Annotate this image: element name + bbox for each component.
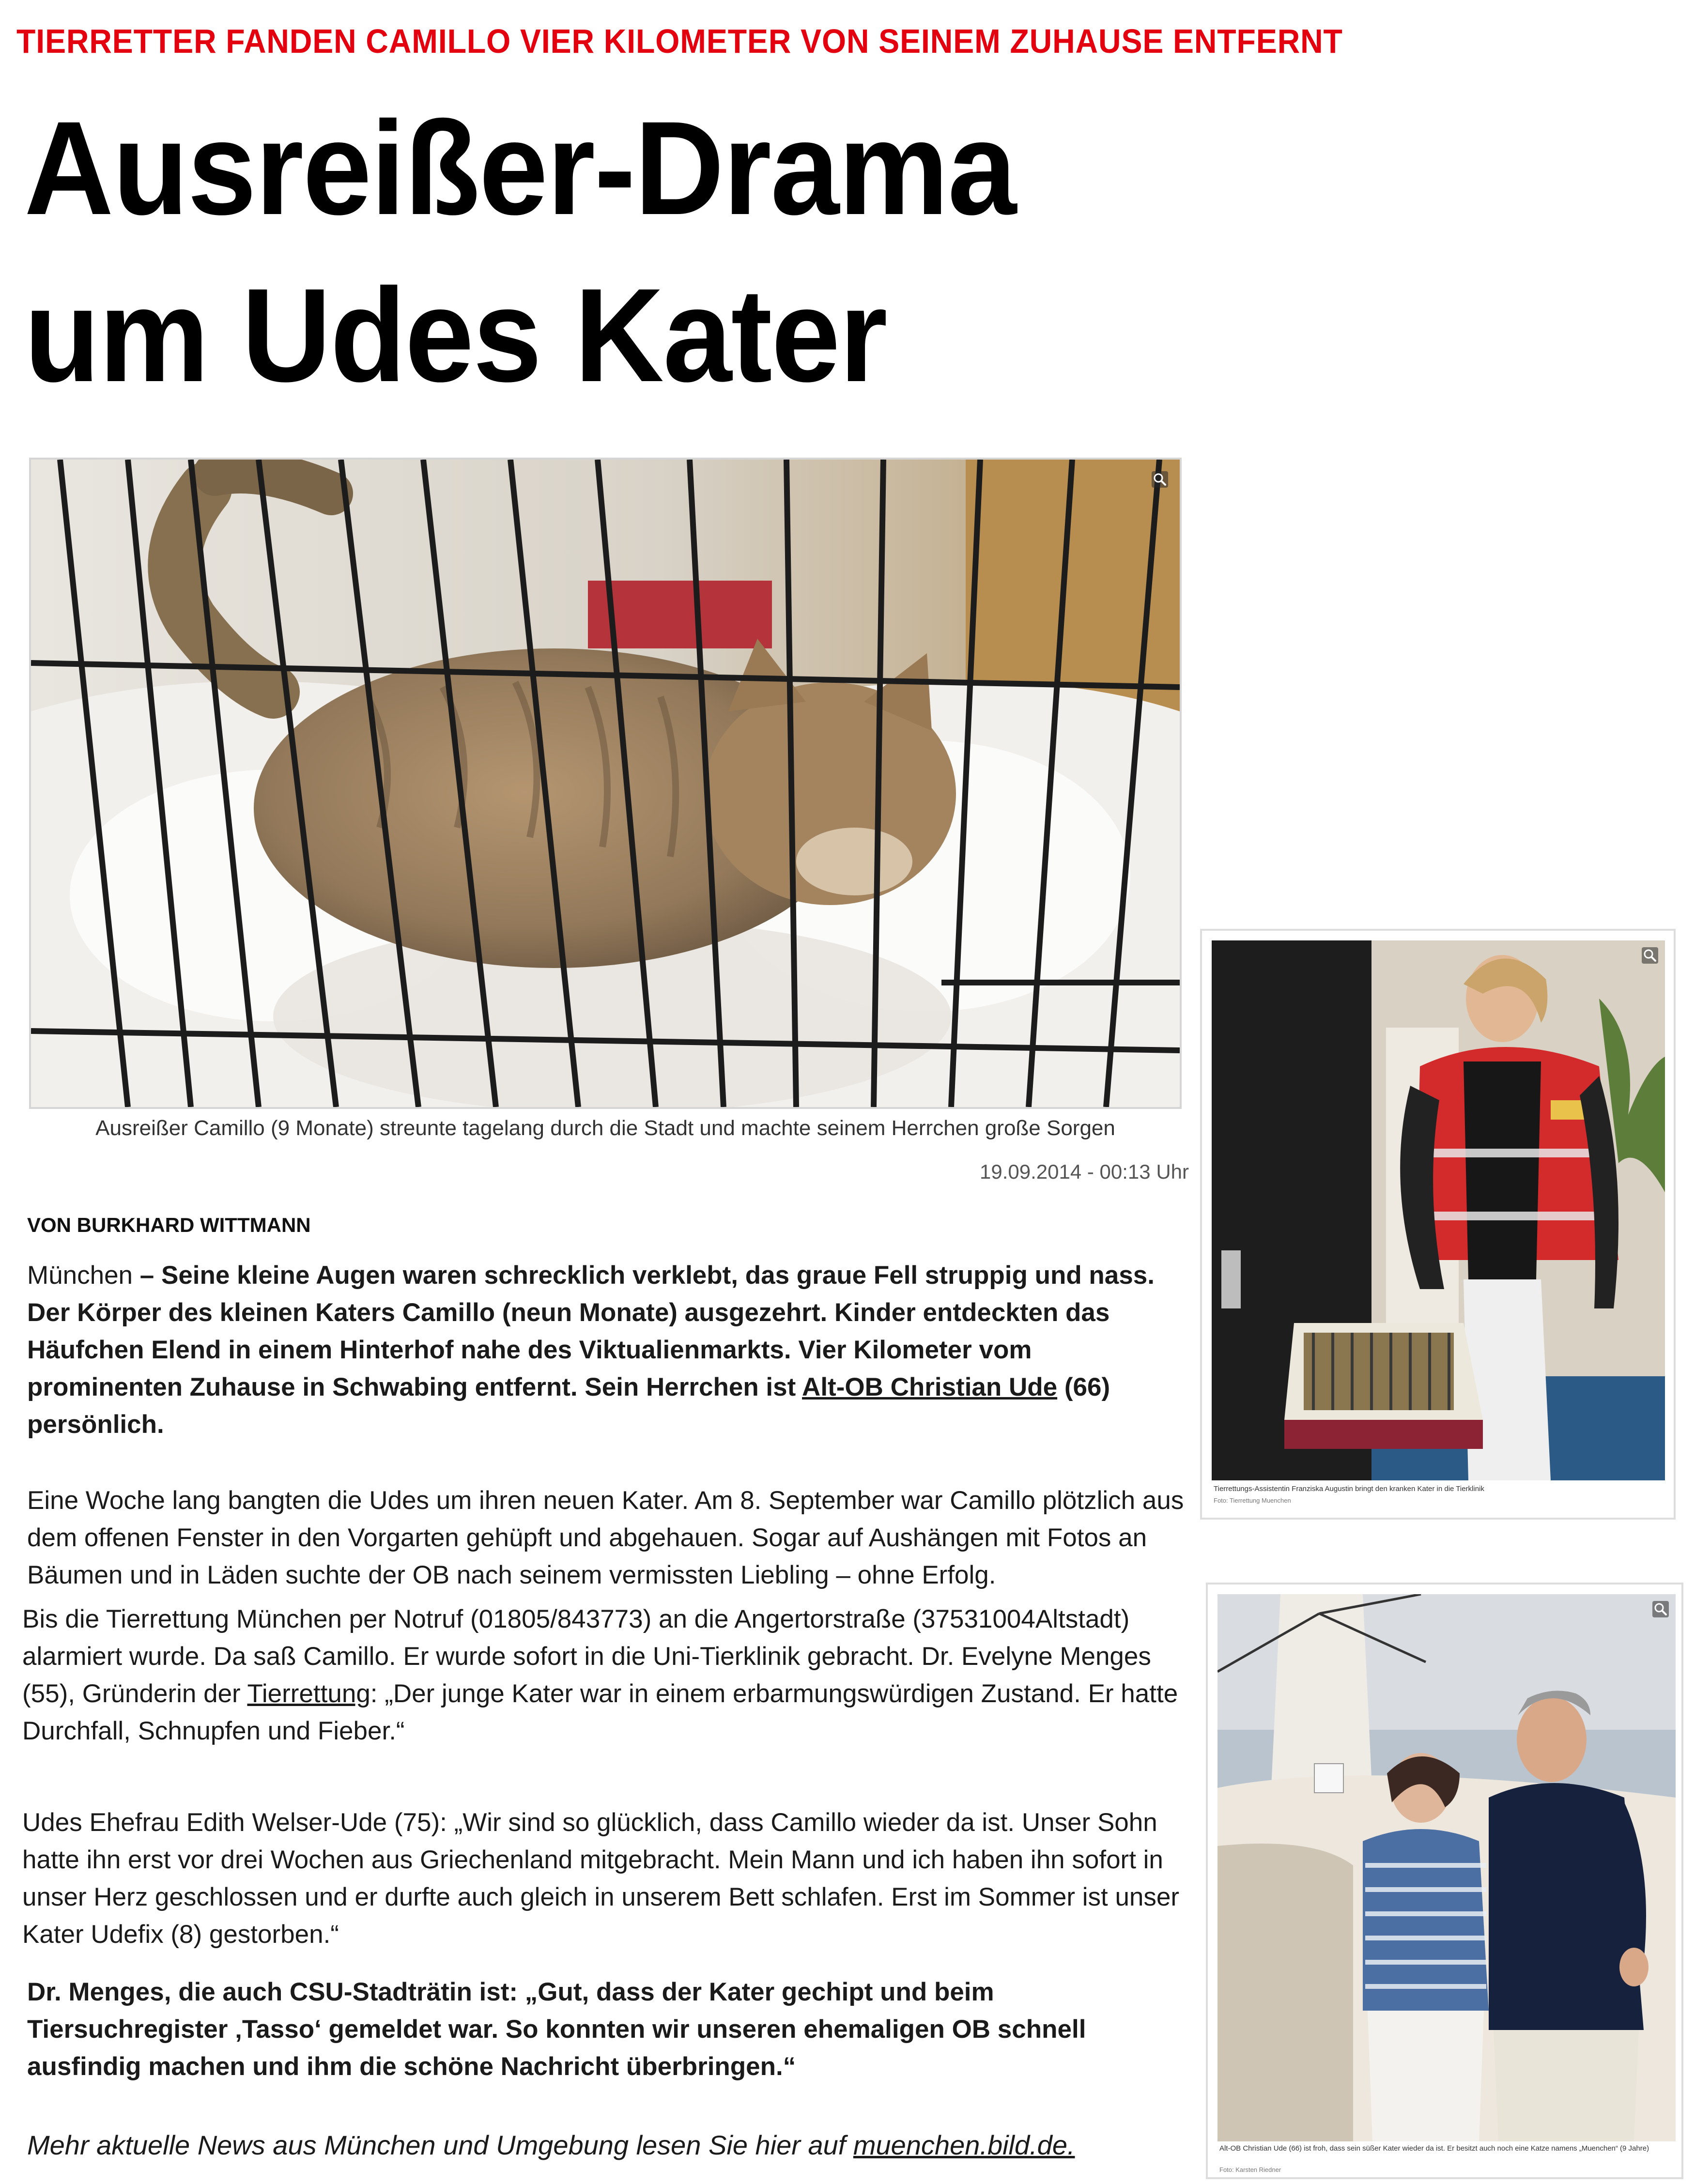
side-photo-1-credit: Foto: Tierrettung Muenchen <box>1214 1497 1291 1504</box>
side-photo-rescue[interactable] <box>1200 929 1676 1520</box>
magnifier-icon[interactable] <box>1152 471 1168 488</box>
publish-timestamp: 19.09.2014 - 00:13 Uhr <box>980 1160 1189 1183</box>
magnifier-icon[interactable] <box>1652 1601 1669 1617</box>
side-photo-1-caption: Tierrettungs-Assistentin Franziska Augustin bringt den kranken Kater in die Tierklinik <box>1214 1485 1484 1493</box>
link-muenchen-bild[interactable]: muenchen.bild.de. <box>853 2130 1075 2160</box>
dateline-city: München <box>27 1261 133 1290</box>
lead-text: Seine kleine Augen waren schrecklich verklebt, das graue Fell struppig und nass. Der Körper des kleinen Katers Camillo (neun Monate) ausgezehrt. Kinder entdeckten das Häufchen Elend in einem Hinterhof nahe des Viktualienmarkts. Vier Kilometer vom prominenten Zuhause in Schwabing entfernt. Sein Herrchen ist <box>27 1261 1155 1401</box>
side-photo-2-credit: Foto: Karsten Riedner <box>1219 2166 1281 2173</box>
article-headline <box>24 85 1015 419</box>
headline-line-1: Ausreißer-Drama <box>24 94 1016 243</box>
cat-in-cage-photo <box>31 460 1180 1107</box>
more-news-text: Mehr aktuelle News aus München und Umgebung lesen Sie hier auf <box>27 2130 853 2160</box>
paragraph-2: Eine Woche lang bangten die Udes um ihren neuen Kater. Am 8. September war Camillo plötzlich aus dem offenen Fenster in den Vorgarten gehüpft und abgehauen. Sogar auf Aushängen mit Fotos an Bäumen und in Läden suchte der OB nach seinem vermissten Liebling – ohne Erfolg. <box>27 1486 1184 1589</box>
author-byline: VON BURKHARD WITTMANN <box>27 1214 311 1236</box>
rescue-assistant-photo <box>1212 940 1665 1480</box>
article-kicker: TIERRETTER FANDEN CAMILLO VIER KILOMETER VON SEINEM ZUHAUSE ENTFERNT <box>16 22 1343 60</box>
side-photo-2-caption: Alt-OB Christian Ude (66) ist froh, dass sein süßer Kater wieder da ist. Er besitzt auch noch eine Katze namens „Muenchen“ (9 Jahre) <box>1219 2144 1649 2153</box>
lead-tail: (66) persönlich. <box>27 1373 1110 1439</box>
link-tierrettung[interactable]: Tierrettung <box>247 1679 370 1708</box>
main-photo-caption: Ausreißer Camillo (9 Monate) streunte tagelang durch die Stadt und machte seinem Herrchen große Sorgen <box>95 1116 1115 1140</box>
paragraph-4: Udes Ehefrau Edith Welser-Ude (75): „Wir sind so glücklich, dass Camillo wieder da ist. Unser Sohn hatte ihn erst vor drei Wochen aus Griechenland mitgebracht. Mein Mann und ich haben ihn sofort in unser Herz geschlossen und er durfte auch gleich in unserem Bett schlafen. Erst im Sommer ist unser Kater Udefix (8) gestorben.“ <box>22 1808 1180 1949</box>
paragraph-3-text: Bis die Tierrettung München per Notruf (01805/843773) an die Angertorstraße (37531004Altstadt) alarmiert wurde. Da saß Camillo. Er wurde sofort in die Uni-Tierklinik gebracht. Dr. Evelyne Menges (55), Gründerin der <box>22 1605 1151 1708</box>
main-photo[interactable] <box>29 458 1182 1109</box>
side-photo-couple[interactable] <box>1206 1583 1683 2179</box>
paragraph-3 <box>22 1600 1185 1750</box>
link-christian-ude[interactable]: Alt-OB Christian Ude <box>802 1373 1058 1401</box>
lead-paragraph <box>27 1257 1189 1443</box>
lead-dash: – <box>133 1261 161 1290</box>
paragraph-5: Dr. Menges, die auch CSU-Stadträtin ist: „Gut, dass der Kater gechipt und beim Tiersuchregister ‚Tasso‘ gemeldet war. So konnten wir unseren ehemaligen OB schnell ausfindig machen und ihm die schöne Nachricht überbringen.“ <box>27 1978 1086 2081</box>
more-news-line <box>27 2126 1189 2165</box>
magnifier-icon[interactable] <box>1642 947 1658 964</box>
headline-line-2: um Udes Kater <box>24 261 887 410</box>
couple-photo <box>1217 1594 1676 2141</box>
paragraph-3-quote: : „Der junge Kater war in einem erbarmungswürdigen Zustand. Er hatte Durchfall, Schnupfen und Fieber.“ <box>22 1679 1178 1745</box>
